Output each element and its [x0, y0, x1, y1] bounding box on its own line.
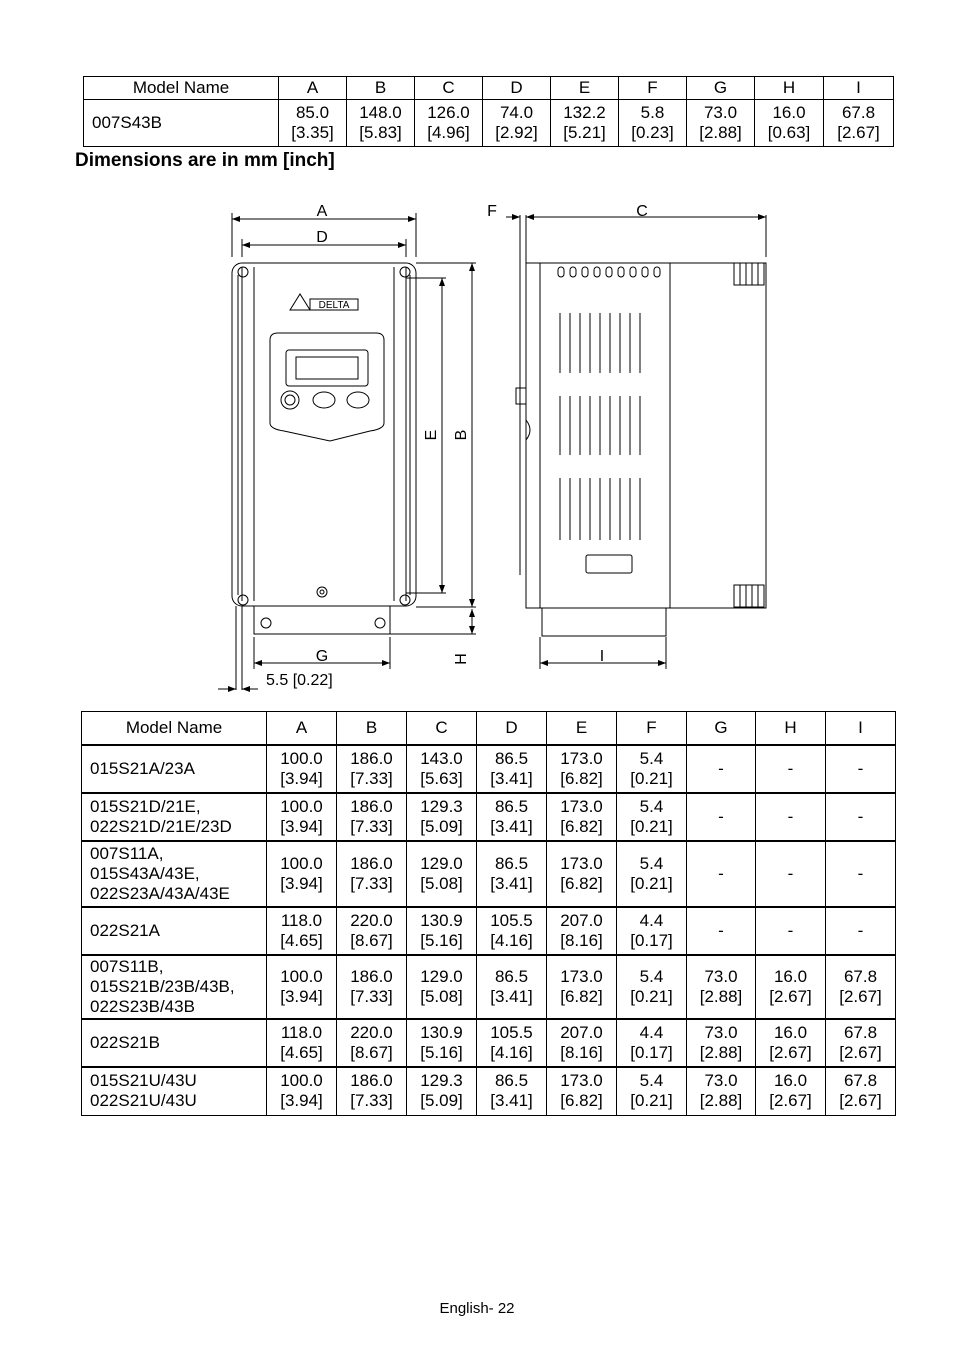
value-mm: - [787, 759, 794, 778]
table-row [82, 793, 896, 841]
header-model-name: Model Name [84, 77, 279, 100]
model-name-line: 022S21A [90, 921, 160, 940]
value-mm: 16.0 [773, 1071, 808, 1091]
value-mm: 5.8 [640, 103, 665, 122]
value-mm: - [718, 864, 724, 883]
header-dim-b: B [337, 712, 407, 746]
value-inch: [6.82] [560, 1091, 603, 1111]
dim-value-cell [617, 841, 687, 907]
value-inch: [3.41] [490, 817, 533, 836]
value-inch: [2.67] [769, 1043, 812, 1062]
value-mm: 100.0 [280, 797, 323, 816]
dim-value-cell [407, 955, 477, 1019]
model-name-cell [82, 1067, 267, 1115]
header-model-name: Model Name [82, 712, 267, 746]
dimension-lines [218, 213, 766, 689]
model-name-cell [82, 793, 267, 841]
model-name-line: 007S11A, [90, 844, 164, 863]
dim-value-cell [824, 100, 894, 147]
dim-value-cell [267, 793, 337, 841]
dim-value-cell [687, 100, 755, 147]
value-inch: [2.88] [699, 1091, 743, 1111]
model-name-cell [82, 745, 267, 793]
value-inch: [5.16] [420, 1043, 463, 1062]
value-mm: - [718, 921, 724, 940]
dim-value-cell [407, 907, 477, 955]
value-inch: [2.67] [769, 987, 812, 1006]
value-mm: 16.0 [773, 1023, 808, 1042]
dim-value-cell [547, 745, 617, 793]
value-mm: - [787, 864, 794, 883]
dim-value-cell [407, 1019, 477, 1067]
value-mm: - [857, 921, 864, 940]
model-name-line: 007S43B [92, 113, 162, 132]
value-mm: - [787, 807, 794, 826]
dim-value-cell [687, 793, 756, 841]
value-mm: 4.4 [639, 911, 664, 930]
dim-value-cell [547, 841, 617, 907]
dim-value-cell [547, 907, 617, 955]
value-mm: 86.5 [494, 967, 529, 986]
value-inch: [0.17] [630, 931, 673, 950]
dim-value-cell [337, 841, 407, 907]
dimension-labels [266, 203, 648, 689]
dim-value-cell [617, 793, 687, 841]
value-mm: 86.5 [494, 797, 529, 816]
dim-value-cell [407, 793, 477, 841]
table-row [82, 841, 896, 907]
dim-value-cell [617, 907, 687, 955]
dim-value-cell [477, 841, 547, 907]
table-row [82, 907, 896, 955]
value-mm: 5.4 [639, 797, 664, 816]
dim-value-cell [617, 745, 687, 793]
dim-value-cell [756, 1019, 826, 1067]
value-mm: 186.0 [350, 854, 393, 873]
value-inch: [8.16] [560, 1043, 603, 1062]
value-mm: 86.5 [494, 749, 529, 768]
dim-value-cell [756, 841, 826, 907]
model-name-line: 022S23B/43B [90, 997, 195, 1016]
value-inch: [2.92] [495, 123, 538, 142]
value-inch: [2.88] [699, 123, 742, 142]
model-name-cell [82, 907, 267, 955]
inverter-dimension-drawing [210, 195, 790, 695]
table-row [82, 1019, 896, 1067]
model-name-cell [82, 841, 267, 907]
value-inch: [3.94] [280, 817, 323, 836]
value-inch: [8.67] [350, 931, 393, 950]
value-mm: 207.0 [560, 1023, 603, 1042]
value-mm: 73.0 [703, 103, 738, 122]
value-mm: 173.0 [560, 749, 603, 768]
dim-value-cell [337, 745, 407, 793]
dim-value-cell [687, 841, 756, 907]
dim-value-cell [477, 1067, 547, 1115]
value-inch: [0.21] [630, 769, 673, 788]
value-mm: 100.0 [280, 1071, 323, 1091]
model-name-line: 015S43A/43E, [90, 864, 200, 883]
value-mm: 186.0 [350, 967, 393, 986]
dim-value-cell [687, 955, 756, 1019]
value-inch: [7.33] [350, 817, 393, 836]
value-inch: [4.65] [280, 1043, 323, 1062]
value-inch: [3.94] [280, 1091, 323, 1111]
dim-value-cell [267, 955, 337, 1019]
value-inch: [2.88] [699, 1043, 743, 1062]
value-mm: 130.9 [420, 911, 463, 930]
value-mm: - [857, 864, 864, 883]
value-inch: [2.88] [699, 987, 743, 1006]
value-inch: [3.41] [490, 1091, 533, 1111]
model-name-line: 007S11B, [90, 957, 164, 976]
dim-value-cell [755, 100, 824, 147]
model-name-cell [82, 955, 267, 1019]
dim-value-cell [687, 1067, 756, 1115]
value-inch: [6.82] [560, 817, 603, 836]
value-inch: [7.33] [350, 769, 393, 788]
front-view [232, 263, 416, 690]
label-e: E [423, 429, 440, 441]
value-inch: [2.67] [769, 1091, 812, 1111]
value-inch: [3.94] [280, 874, 323, 893]
value-inch: [2.67] [839, 1043, 882, 1062]
value-mm: 74.0 [499, 103, 534, 122]
model-name-line: 022S21U/43U [90, 1091, 197, 1111]
value-mm: 186.0 [350, 797, 393, 816]
dim-value-cell [619, 100, 687, 147]
value-inch: [5.83] [359, 123, 402, 142]
value-mm: 129.0 [420, 967, 463, 986]
header-dim-c: C [415, 77, 483, 100]
model-name-cell [84, 100, 279, 147]
model-name-line: 022S21D/21E/23D [90, 817, 232, 836]
dim-value-cell [617, 1067, 687, 1115]
value-inch: [7.33] [350, 987, 393, 1006]
value-mm: 173.0 [560, 967, 603, 986]
dim-value-cell [267, 907, 337, 955]
side-view [516, 215, 766, 636]
header-dim-i: I [826, 712, 896, 746]
value-inch: [7.33] [350, 874, 393, 893]
value-mm: 173.0 [560, 797, 603, 816]
page-footer: English- 22 [439, 1300, 515, 1317]
value-inch: [6.82] [560, 987, 603, 1006]
value-mm: 67.8 [841, 103, 876, 122]
header-dim-g: G [687, 712, 756, 746]
value-inch: [3.41] [490, 769, 533, 788]
value-mm: 16.0 [773, 967, 808, 986]
dim-value-cell [477, 745, 547, 793]
side-vent-slots [560, 313, 640, 540]
table-row [82, 1067, 896, 1115]
value-mm: - [857, 807, 864, 826]
header-dim-b: B [347, 77, 415, 100]
value-inch: [8.67] [350, 1043, 393, 1062]
value-mm: 85.0 [295, 103, 330, 122]
value-mm: 4.4 [639, 1023, 664, 1042]
dim-value-cell [617, 955, 687, 1019]
header-dim-c: C [407, 712, 477, 746]
model-name-line: 015S21B/23B/43B, [90, 977, 235, 996]
dim-value-cell [267, 1067, 337, 1115]
dim-value-cell [826, 793, 896, 841]
value-mm: 73.0 [704, 1023, 738, 1042]
value-inch: [5.09] [420, 1091, 463, 1111]
value-inch: [3.41] [490, 874, 533, 893]
header-dim-h: H [756, 712, 826, 746]
value-mm: 186.0 [350, 1071, 393, 1091]
table-header-row [82, 712, 896, 746]
header-dim-i: I [824, 77, 894, 100]
value-mm: 86.5 [494, 1071, 529, 1091]
table-row [82, 955, 896, 1019]
header-dim-g: G [687, 77, 755, 100]
label-offset: 5.5 [0.22] [266, 672, 333, 689]
value-inch: [4.16] [490, 931, 533, 950]
value-inch: [5.63] [420, 769, 463, 788]
value-mm: 100.0 [280, 967, 323, 986]
dim-value-cell [756, 955, 826, 1019]
label-b: B [453, 429, 470, 441]
value-mm: 173.0 [560, 1071, 603, 1091]
value-inch: [6.82] [560, 769, 603, 788]
label-g: G [315, 648, 329, 665]
value-mm: 129.0 [420, 854, 463, 873]
dim-value-cell [415, 100, 483, 147]
value-mm: 186.0 [350, 749, 393, 768]
dimension-table-models [81, 711, 896, 1116]
value-inch: [5.08] [420, 987, 463, 1006]
value-mm: - [787, 921, 794, 940]
dim-value-cell [687, 1019, 756, 1067]
dim-value-cell [407, 841, 477, 907]
svg-text:DELTA: DELTA [318, 300, 350, 311]
model-name-cell [82, 1019, 267, 1067]
value-mm: 132.2 [563, 103, 606, 122]
dim-value-cell [337, 955, 407, 1019]
table-row [84, 100, 894, 147]
dim-value-cell [826, 841, 896, 907]
value-inch: [5.09] [420, 817, 463, 836]
dim-value-cell [477, 907, 547, 955]
label-c: C [636, 203, 648, 220]
dim-value-cell [477, 955, 547, 1019]
dim-value-cell [407, 745, 477, 793]
value-mm: 16.0 [772, 103, 806, 122]
value-inch: [7.33] [350, 1091, 393, 1111]
value-inch: [4.96] [427, 123, 470, 142]
dim-value-cell [826, 745, 896, 793]
value-inch: [3.35] [291, 123, 334, 142]
dim-value-cell [756, 907, 826, 955]
value-inch: [0.63] [767, 123, 811, 142]
label-i: I [599, 648, 605, 665]
dim-value-cell [826, 955, 896, 1019]
value-inch: [2.67] [837, 123, 880, 142]
value-mm: 105.5 [490, 911, 533, 930]
label-d: D [316, 229, 328, 246]
dim-value-cell [483, 100, 551, 147]
header-dim-f: F [617, 712, 687, 746]
header-dim-a: A [279, 77, 347, 100]
dim-value-cell [826, 1019, 896, 1067]
dim-value-cell [547, 1067, 617, 1115]
value-mm: - [718, 759, 724, 778]
dim-value-cell [547, 1019, 617, 1067]
dim-value-cell [267, 1019, 337, 1067]
value-mm: - [718, 807, 724, 826]
value-inch: [0.21] [630, 874, 673, 893]
value-mm: 67.8 [843, 1023, 878, 1042]
value-inch: [2.67] [839, 1091, 882, 1111]
dim-value-cell [687, 907, 756, 955]
dim-value-cell [337, 793, 407, 841]
dim-value-cell [477, 793, 547, 841]
dim-value-cell [547, 955, 617, 1019]
dim-value-cell [337, 1067, 407, 1115]
dim-value-cell [347, 100, 415, 147]
value-inch: [2.67] [839, 987, 882, 1006]
value-inch: [3.94] [280, 769, 323, 788]
dim-value-cell [279, 100, 347, 147]
table-header-row [84, 77, 894, 100]
value-inch: [0.21] [630, 1091, 673, 1111]
value-mm: 67.8 [843, 1071, 878, 1091]
dim-value-cell [756, 793, 826, 841]
table-row [82, 745, 896, 793]
dimensions-caption: Dimensions are in mm [inch] [75, 150, 335, 171]
value-mm: - [857, 759, 864, 778]
dimension-table-007s43b [83, 76, 894, 147]
value-inch: [0.17] [630, 1043, 673, 1062]
value-mm: 73.0 [704, 1071, 738, 1091]
value-inch: [3.94] [280, 987, 323, 1006]
value-mm: 5.4 [639, 854, 664, 873]
model-name-line: 015S21U/43U [90, 1071, 197, 1091]
value-mm: 220.0 [350, 911, 393, 930]
value-inch: [5.08] [420, 874, 463, 893]
value-mm: 220.0 [350, 1023, 393, 1042]
value-inch: [0.21] [630, 987, 673, 1006]
value-mm: 5.4 [639, 967, 664, 986]
header-dim-e: E [547, 712, 617, 746]
value-mm: 118.0 [280, 1023, 323, 1042]
dim-value-cell [337, 907, 407, 955]
value-inch: [0.21] [630, 817, 673, 836]
top-vent-slots [558, 267, 660, 277]
value-mm: 5.4 [639, 1071, 664, 1091]
header-dim-a: A [267, 712, 337, 746]
value-mm: 143.0 [420, 749, 463, 768]
value-mm: 86.5 [494, 854, 529, 873]
value-mm: 105.5 [490, 1023, 533, 1042]
delta-logo [290, 294, 358, 311]
value-mm: 207.0 [560, 911, 603, 930]
value-inch: [5.21] [563, 123, 606, 142]
value-mm: 118.0 [280, 911, 323, 930]
value-mm: 129.3 [420, 1071, 463, 1091]
model-name-line: 015S21A/23A [90, 759, 195, 778]
header-dim-d: D [483, 77, 551, 100]
value-inch: [8.16] [560, 931, 603, 950]
dim-value-cell [617, 1019, 687, 1067]
value-mm: 130.9 [420, 1023, 463, 1042]
dim-value-cell [267, 841, 337, 907]
dim-value-cell [547, 793, 617, 841]
value-inch: [5.16] [420, 931, 463, 950]
label-a: A [316, 203, 328, 220]
value-mm: 173.0 [560, 854, 603, 873]
value-inch: [3.41] [490, 987, 533, 1006]
model-name-line: 022S21B [90, 1033, 160, 1052]
value-mm: 100.0 [280, 749, 323, 768]
dim-value-cell [826, 907, 896, 955]
dim-value-cell [407, 1067, 477, 1115]
value-inch: [4.65] [280, 931, 323, 950]
dim-value-cell [477, 1019, 547, 1067]
dim-value-cell [551, 100, 619, 147]
keypad-panel [270, 333, 384, 441]
value-inch: [0.23] [631, 123, 674, 142]
dim-value-cell [267, 745, 337, 793]
header-dim-f: F [619, 77, 687, 100]
value-mm: 148.0 [359, 103, 402, 122]
value-mm: 73.0 [704, 967, 738, 986]
model-name-line: 015S21D/21E, [90, 797, 201, 816]
model-name-line: 022S23A/43A/43E [90, 884, 230, 903]
dim-value-cell [826, 1067, 896, 1115]
value-inch: [4.16] [490, 1043, 533, 1062]
value-mm: 126.0 [427, 103, 470, 122]
value-mm: 5.4 [639, 749, 664, 768]
dim-value-cell [337, 1019, 407, 1067]
header-dim-e: E [551, 77, 619, 100]
value-mm: 100.0 [280, 854, 323, 873]
header-dim-d: D [477, 712, 547, 746]
value-mm: 129.3 [420, 797, 463, 816]
label-f: F [487, 203, 497, 220]
value-inch: [6.82] [560, 874, 603, 893]
value-mm: 67.8 [843, 967, 878, 986]
dim-value-cell [756, 1067, 826, 1115]
dim-value-cell [756, 745, 826, 793]
dim-value-cell [687, 745, 756, 793]
label-h: H [453, 653, 470, 665]
header-dim-h: H [755, 77, 824, 100]
